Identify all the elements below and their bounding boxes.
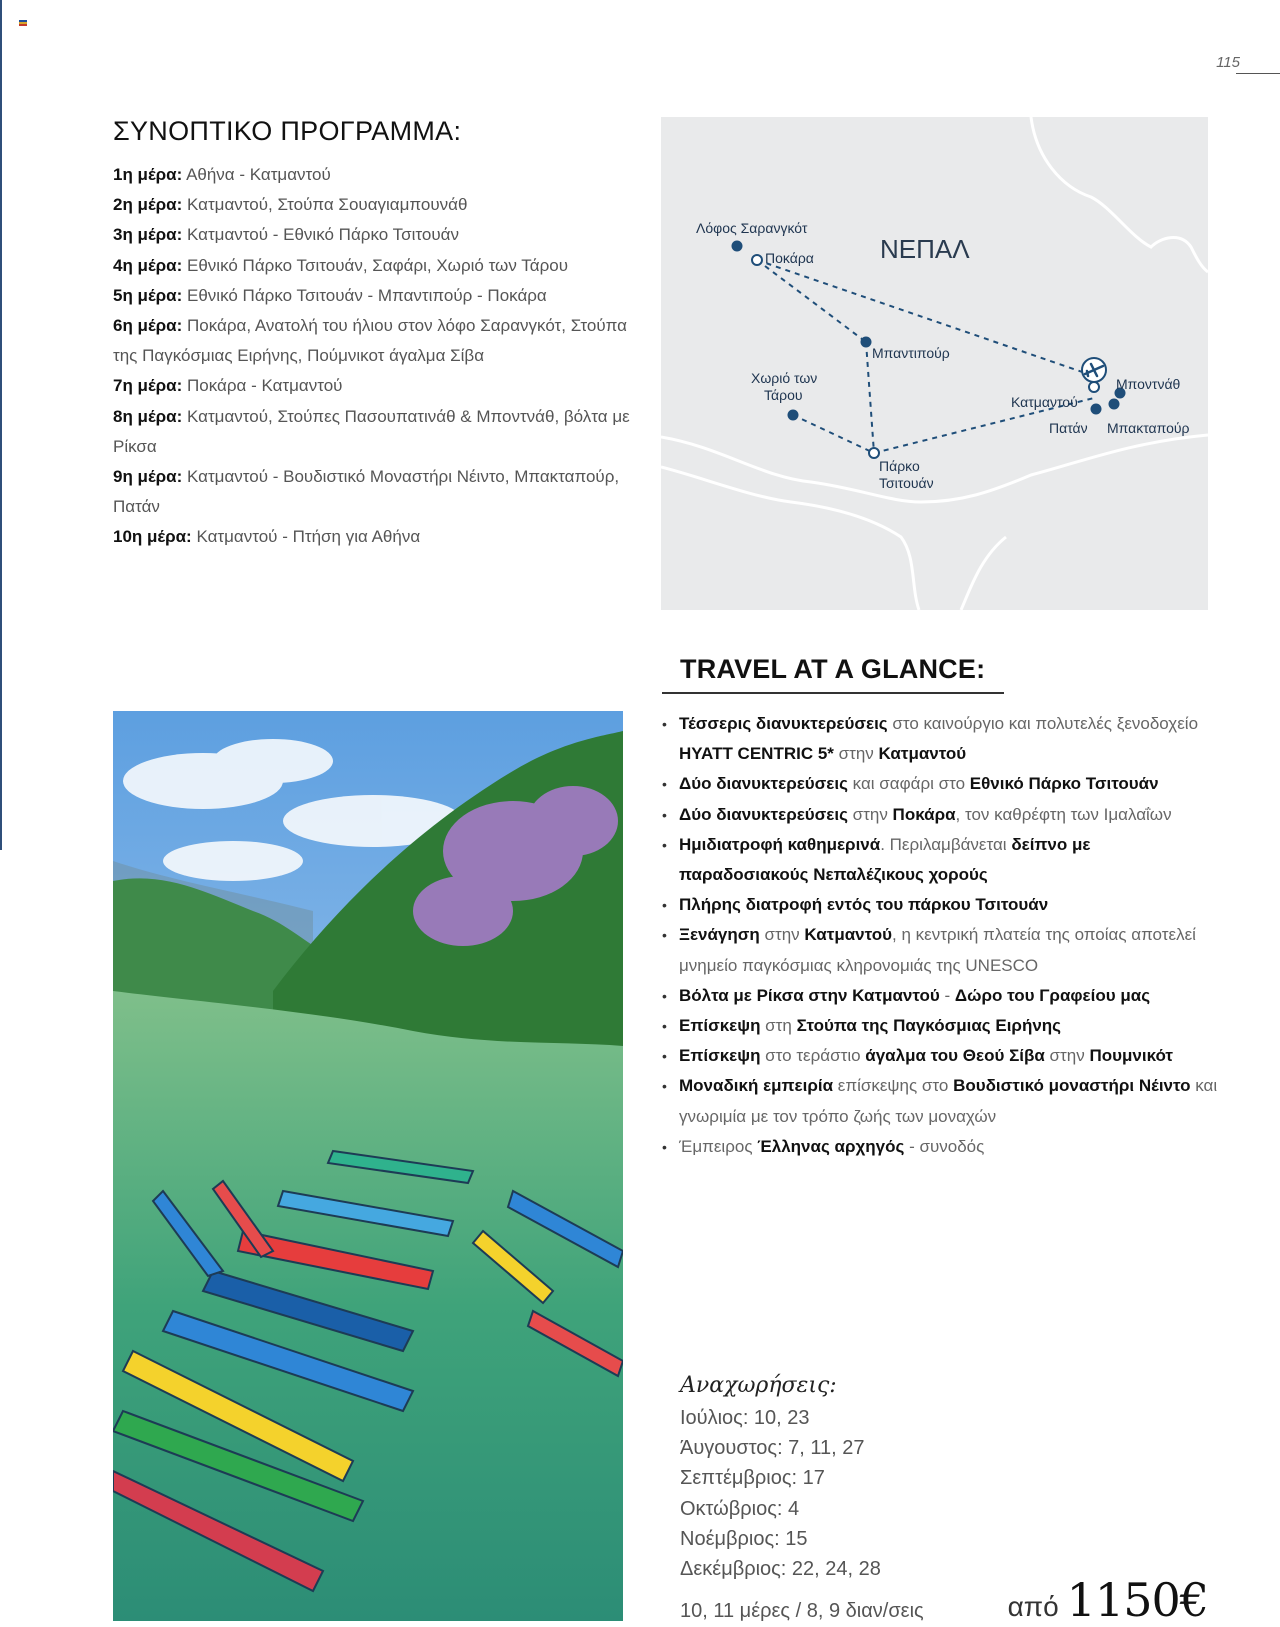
marker-patan: [1091, 404, 1102, 415]
departure-month: Δεκέμβριος: 22, 24, 28: [680, 1558, 881, 1581]
page-number: 115: [1216, 54, 1240, 71]
glance-item: • Βόλτα με Ρίκσα στην Κατμαντού - Δώρο του Γραφείου μας: [662, 981, 1222, 1011]
departure-month: Σεπτέμβριος: 17: [680, 1467, 825, 1490]
departures-list: [680, 1403, 881, 1584]
departure-month: Άυγουστος: 7, 11, 27: [680, 1437, 865, 1460]
nepal-route-map: [661, 117, 1208, 610]
glance-item: • Ημιδιατροφή καθημερινά. Περιλαμβάνεται δείπνο με παραδοσιακούς Νεπαλέζικους χορούς: [662, 830, 1222, 890]
departure-month: Νοέμβριος: 15: [680, 1527, 808, 1550]
marker-pokhara: [752, 255, 762, 265]
glance-item: • Τέσσερις διανυκτερεύσεις στο καινούργιο και πολυτελές ξενοδοχείο HYATT CENTRIC 5* στην Κατμαντού: [662, 709, 1222, 769]
glance-item: • Ξενάγηση στην Κατμαντού, η κεντρική πλατεία της οποίας αποτελεί μνημείο παγκόσμιας κληρονομιάς της UNESCO: [662, 920, 1222, 980]
program-day: 6η μέρα: Ποκάρα, Ανατολή του ήλιου στον λόφο Σαρανγκότ, Στούπα της Παγκόσμιας Ειρήνης, Πούμνικοτ άγαλμα Σίβα: [113, 316, 627, 366]
glance-item: • Επίσκεψη στο τεράστιο άγαλμα του Θεού Σίβα στην Πουμνικότ: [662, 1041, 1222, 1071]
label-patan: Πατάν: [1049, 420, 1088, 436]
flag-icon: [19, 20, 27, 26]
price: [1008, 1573, 1208, 1627]
map-background: [661, 117, 1208, 610]
price-amount: 1150€: [1066, 1573, 1208, 1627]
departure-month: Οκτώβριος: 4: [680, 1497, 800, 1520]
program-day: 7η μέρα: Ποκάρα - Κατμαντού: [113, 376, 343, 396]
lake-boats-photo: [113, 711, 623, 1621]
glance-item: • Δύο διανυκτερεύσεις και σαφάρι στο Εθνικό Πάρκο Τσιτουάν: [662, 769, 1222, 799]
airplane-icon: [1082, 358, 1106, 382]
program-day: 1η μέρα: Αθήνα - Κατμαντού: [113, 165, 331, 184]
program-list: [113, 160, 633, 553]
glance-item: • Δύο διανυκτερεύσεις στην Ποκάρα, τον καθρέφτη των Ιμαλαΐων: [662, 800, 1222, 830]
program-day: 10η μέρα: Κατμαντού - Πτήση για Αθήνα: [113, 527, 421, 547]
departure-month: Ιούλιος: 10, 23: [680, 1407, 810, 1429]
glance-item: • Έμπειρος Έλληνας αρχηγός - συνοδός: [662, 1132, 1222, 1162]
label-boudhanath: Μποντνάθ: [1116, 376, 1181, 392]
label-bandipur: Μπαντιπούρ: [872, 345, 950, 361]
glance-item: • Πλήρης διατροφή εντός του πάρκου Τσιτουάν: [662, 890, 1222, 920]
program-title: ΣΥΝΟΠΤΙΚΟ ΠΡΟΓΡΑΜΜΑ:: [113, 116, 462, 146]
glance-title-rule: [662, 692, 1004, 694]
program-day: 4η μέρα: Εθνικό Πάρκο Τσιτουάν, Σαφάρι, Χωριό των Τάρου: [113, 255, 569, 275]
marker-bhaktapur: [1109, 399, 1120, 410]
label-pokhara: Ποκάρα: [765, 250, 814, 266]
label-kathmandu: Κατμαντού: [1011, 394, 1078, 410]
glance-title: TRAVEL AT A GLANCE:: [680, 654, 986, 684]
marker-chitwan: [869, 448, 879, 458]
glance-item: • Μοναδική εμπειρία επίσκεψης στο Βουδιστικό μοναστήρι Νέιντο και γνωριμία με τον τρόπο ζωής των μοναχών: [662, 1071, 1222, 1131]
program-day: 2η μέρα: Κατμαντού, Στούπα Σουαγιαμπουνάθ: [113, 195, 468, 215]
program-day: 8η μέρα: Κατμαντού, Στούπες Πασουπατινάθ & Μποντνάθ, βόλτα με Ρίκσα: [113, 406, 630, 456]
marker-tharu: [788, 410, 799, 421]
label-chitwan-2: Τσιτουάν: [879, 475, 934, 491]
left-edge-rule: [0, 0, 2, 850]
trip-duration: 10, 11 μέρες / 8, 9 διαν/σεις: [680, 1600, 924, 1622]
price-prefix: από: [1007, 1591, 1059, 1622]
program-day: 9η μέρα: Κατμαντού - Βουδιστικό Μοναστήρι Νέιντο, Μπακταπούρ, Πατάν: [113, 467, 620, 517]
program-day: 5η μέρα: Εθνικό Πάρκο Τσιτουάν - Μπαντιπούρ - Ποκάρα: [113, 285, 547, 305]
program-day: 3η μέρα: Κατμαντού - Εθνικό Πάρκο Τσιτουάν: [113, 225, 459, 245]
label-sarangkot: Λόφος Σαρανγκότ: [696, 220, 808, 236]
glance-item: • Επίσκεψη στη Στούπα της Παγκόσμιας Ειρήνης: [662, 1011, 1222, 1041]
label-tharu-2: Τάρου: [764, 387, 803, 403]
map-country-label: ΝΕΠΑΛ: [880, 234, 970, 264]
departures-title: Αναχωρήσεις:: [680, 1373, 837, 1398]
page-number-rule: [1236, 73, 1280, 74]
marker-kathmandu: [1089, 382, 1099, 392]
label-tharu-1: Χωριό των: [751, 370, 818, 386]
marker-bandipur: [861, 337, 872, 348]
marker-sarangkot: [732, 241, 743, 252]
label-chitwan-1: Πάρκο: [879, 458, 920, 474]
glance-list: [662, 709, 1222, 1162]
label-bhaktapur: Μπακταπούρ: [1107, 420, 1190, 436]
